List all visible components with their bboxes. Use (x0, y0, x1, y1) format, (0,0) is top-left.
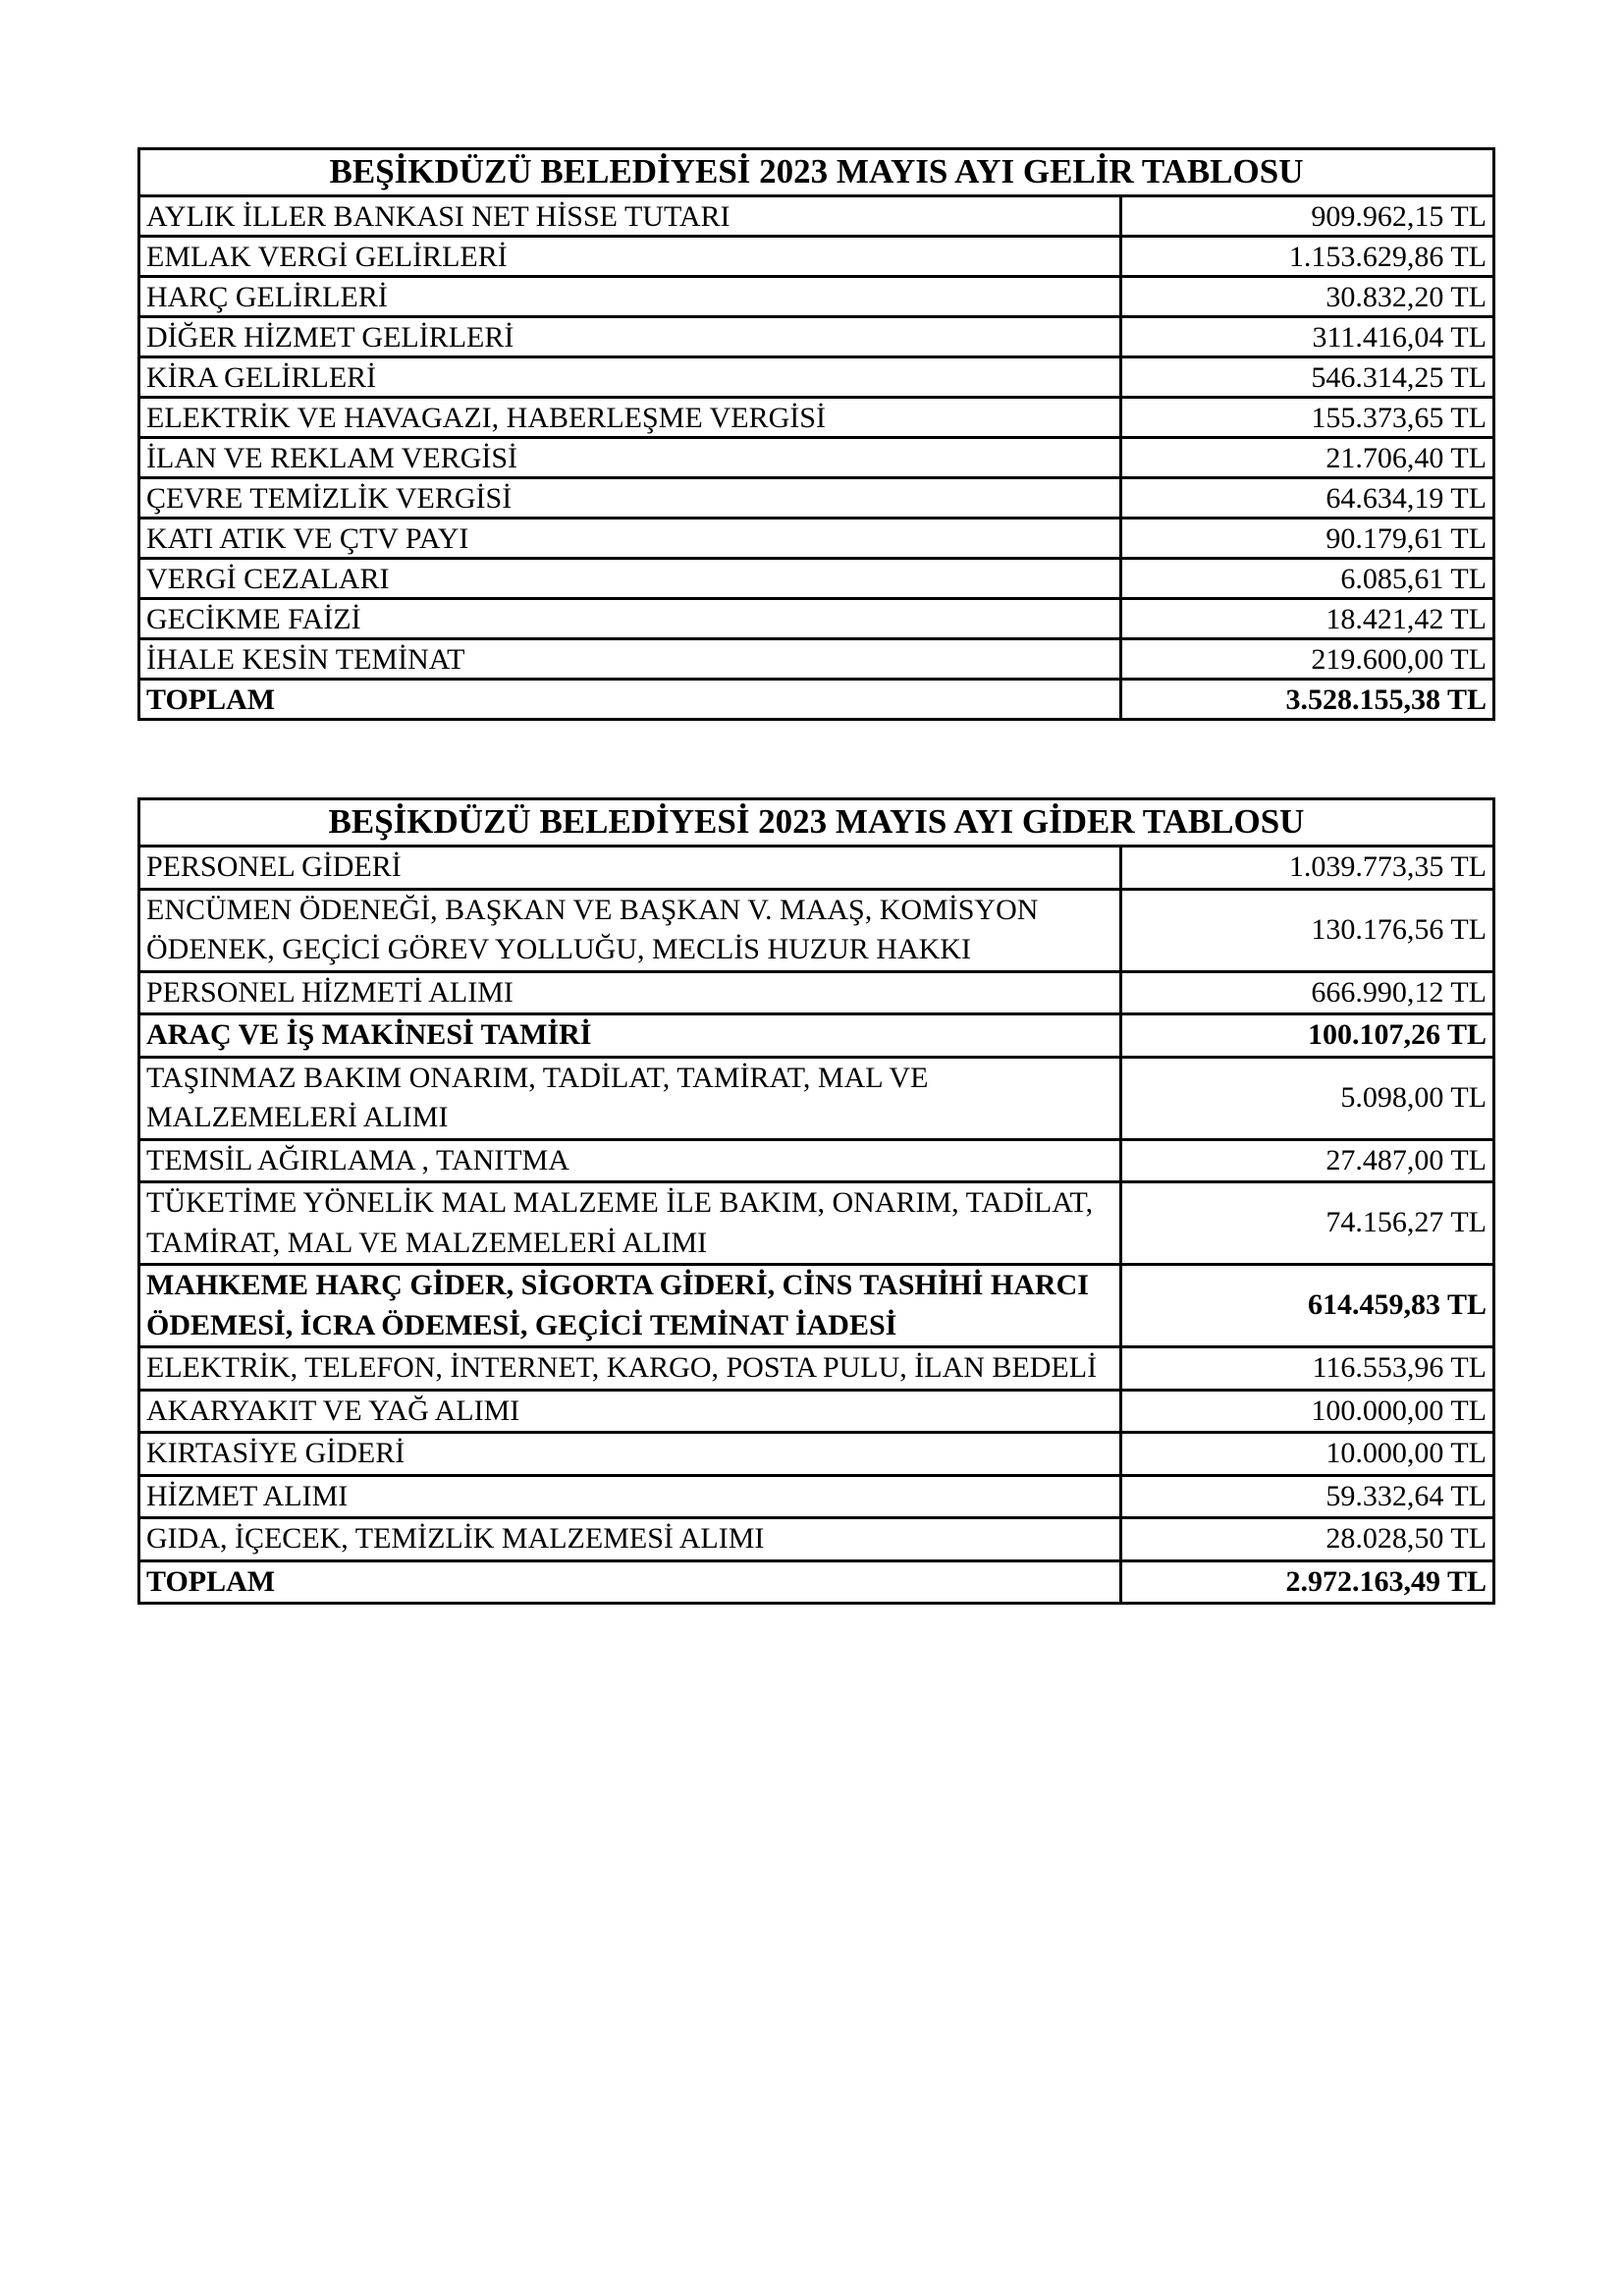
income-row-amount: 18.421,42 TL (1121, 599, 1494, 639)
income-row-amount: 311.416,04 TL (1121, 317, 1494, 357)
expense-row (139, 1139, 1494, 1182)
income-row (139, 237, 1494, 277)
income-row (139, 357, 1494, 398)
income-row (139, 277, 1494, 317)
income-row-amount: 6.085,61 TL (1121, 559, 1494, 599)
expense-row-amount: 100.107,26 TL (1121, 1014, 1494, 1058)
income-title-row (139, 149, 1494, 196)
expense-row-label: PERSONEL GİDERİ (139, 847, 1121, 890)
expense-table (137, 797, 1495, 1605)
income-row-label: ÇEVRE TEMİZLİK VERGİSİ (139, 478, 1121, 519)
expense-row-label: GIDA, İÇECEK, TEMİZLİK MALZEMESİ ALIMI (139, 1518, 1121, 1561)
expense-row-amount: 614.459,83 TL (1121, 1265, 1494, 1347)
income-row-label: KİRA GELİRLERİ (139, 357, 1121, 398)
expense-row-amount: 130.176,56 TL (1121, 889, 1494, 971)
expense-row-amount: 100.000,00 TL (1121, 1390, 1494, 1433)
expense-total-label: TOPLAM (139, 1560, 1121, 1604)
income-row-amount: 90.179,61 TL (1121, 519, 1494, 559)
expense-row (139, 1014, 1494, 1058)
income-table-title: BEŞİKDÜZÜ BELEDİYESİ 2023 MAYIS AYI GELİR TABLOSU (139, 149, 1494, 196)
income-row-amount: 155.373,65 TL (1121, 398, 1494, 438)
expense-row-label: ENCÜMEN ÖDENEĞİ, BAŞKAN VE BAŞKAN V. MAAŞ, KOMİSYON ÖDENEK, GEÇİCİ GÖREV YOLLUĞU, MECLİS HUZUR HAKKI (139, 889, 1121, 971)
income-row-amount: 64.634,19 TL (1121, 478, 1494, 519)
expense-row-label: TEMSİL AĞIRLAMA , TANITMA (139, 1139, 1121, 1182)
expense-row-label: ARAÇ VE İŞ MAKİNESİ TAMİRİ (139, 1014, 1121, 1058)
expense-row (139, 1390, 1494, 1433)
income-row-label: İHALE KESİN TEMİNAT (139, 639, 1121, 680)
income-row-label: AYLIK İLLER BANKASI NET HİSSE TUTARI (139, 196, 1121, 237)
expense-row (139, 1057, 1494, 1139)
expense-row (139, 1433, 1494, 1476)
income-row-label: İLAN VE REKLAM VERGİSİ (139, 438, 1121, 478)
expense-row-amount: 74.156,27 TL (1121, 1182, 1494, 1265)
expense-row-amount: 59.332,64 TL (1121, 1475, 1494, 1518)
expense-row-label: MAHKEME HARÇ GİDER, SİGORTA GİDERİ, CİNS TASHİHİ HARCI ÖDEMESİ, İCRA ÖDEMESİ, GEÇİCİ TEMİNAT İADESİ (139, 1265, 1121, 1347)
income-table (137, 147, 1495, 721)
expense-total-amount: 2.972.163,49 TL (1121, 1560, 1494, 1604)
income-row-amount: 546.314,25 TL (1121, 357, 1494, 398)
expense-row (139, 847, 1494, 890)
expense-row-label: PERSONEL HİZMETİ ALIMI (139, 971, 1121, 1014)
income-row-label: GECİKME FAİZİ (139, 599, 1121, 639)
income-row (139, 519, 1494, 559)
income-row-label: ELEKTRİK VE HAVAGAZI, HABERLEŞME VERGİSİ (139, 398, 1121, 438)
income-row-amount: 909.962,15 TL (1121, 196, 1494, 237)
expense-table-title: BEŞİKDÜZÜ BELEDİYESİ 2023 MAYIS AYI GİDER TABLOSU (139, 799, 1494, 847)
income-row (139, 398, 1494, 438)
expense-row-label: ELEKTRİK, TELEFON, İNTERNET, KARGO, POSTA PULU, İLAN BEDELİ (139, 1347, 1121, 1391)
income-row (139, 559, 1494, 599)
income-row-amount: 30.832,20 TL (1121, 277, 1494, 317)
expense-row-amount: 5.098,00 TL (1121, 1057, 1494, 1139)
income-row (139, 196, 1494, 237)
expense-row (139, 1518, 1494, 1561)
income-rows (139, 196, 1494, 680)
income-total-row (139, 680, 1494, 720)
expense-row-label: TAŞINMAZ BAKIM ONARIM, TADİLAT, TAMİRAT, MAL VE MALZEMELERİ ALIMI (139, 1057, 1121, 1139)
expense-row (139, 1265, 1494, 1347)
expense-row-amount: 27.487,00 TL (1121, 1139, 1494, 1182)
expense-row-label: AKARYAKIT VE YAĞ ALIMI (139, 1390, 1121, 1433)
income-row-label: DİĞER HİZMET GELİRLERİ (139, 317, 1121, 357)
expense-row-label: KIRTASİYE GİDERİ (139, 1433, 1121, 1476)
income-row-label: EMLAK VERGİ GELİRLERİ (139, 237, 1121, 277)
expense-row-amount: 10.000,00 TL (1121, 1433, 1494, 1476)
expense-title-row (139, 799, 1494, 847)
expense-row-amount: 1.039.773,35 TL (1121, 847, 1494, 890)
expense-row-amount: 116.553,96 TL (1121, 1347, 1494, 1391)
income-row-amount: 21.706,40 TL (1121, 438, 1494, 478)
income-row-label: KATI ATIK VE ÇTV PAYI (139, 519, 1121, 559)
income-row (139, 478, 1494, 519)
expense-row-label: TÜKETİME YÖNELİK MAL MALZEME İLE BAKIM, ONARIM, TADİLAT, TAMİRAT, MAL VE MALZEMELERİ ALIMI (139, 1182, 1121, 1265)
income-total-amount: 3.528.155,38 TL (1121, 680, 1494, 720)
income-row-amount: 1.153.629,86 TL (1121, 237, 1494, 277)
expense-total-row (139, 1560, 1494, 1604)
income-row (139, 599, 1494, 639)
expense-row (139, 1182, 1494, 1265)
expense-row (139, 1475, 1494, 1518)
expense-row (139, 1347, 1494, 1391)
expense-rows (139, 847, 1494, 1561)
income-row (139, 438, 1494, 478)
expense-row (139, 971, 1494, 1014)
income-total-label: TOPLAM (139, 680, 1121, 720)
expense-row-amount: 666.990,12 TL (1121, 971, 1494, 1014)
income-row-label: HARÇ GELİRLERİ (139, 277, 1121, 317)
expense-row (139, 889, 1494, 971)
expense-row-amount: 28.028,50 TL (1121, 1518, 1494, 1561)
expense-row-label: HİZMET ALIMI (139, 1475, 1121, 1518)
income-row-label: VERGİ CEZALARI (139, 559, 1121, 599)
income-row-amount: 219.600,00 TL (1121, 639, 1494, 680)
income-row (139, 317, 1494, 357)
income-row (139, 639, 1494, 680)
